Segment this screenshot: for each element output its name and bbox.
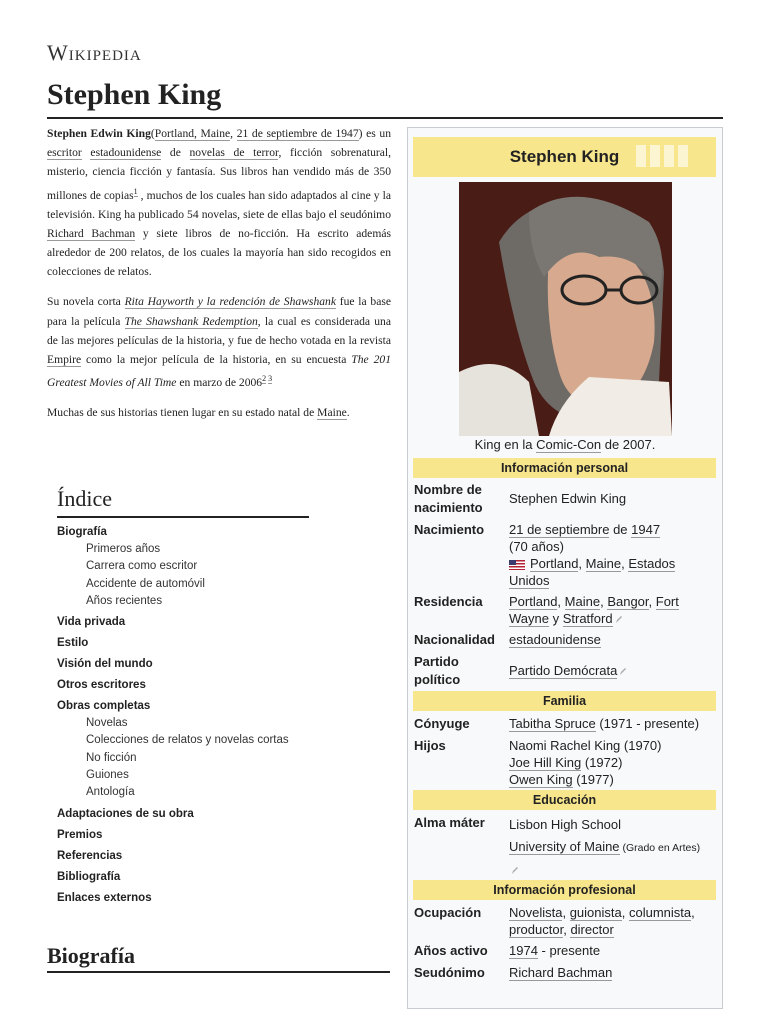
toc-title: Índice [57, 486, 309, 518]
child-1: Naomi Rachel King (1970) [509, 738, 662, 753]
degree-note: (Grado en Artes) [619, 842, 701, 854]
toc-item-otros[interactable]: Otros escritores [57, 679, 146, 692]
value: 21 de septiembre de 1947 (70 años) Portland, Maine, Estados Unidos [509, 522, 676, 588]
reference-3[interactable]: 3 [268, 374, 273, 384]
usa-link[interactable]: Estados Unidos [509, 556, 676, 588]
toc-subitem[interactable]: Antología [86, 786, 135, 799]
subject-name: Stephen Edwin King [47, 127, 151, 140]
row-years-active [413, 942, 716, 960]
text: , ficción sobrenatural, misterio, ciencia ficción y fantasía. Sus libros han vendido más de 350 millones de copias [47, 146, 392, 202]
umaine-link[interactable]: University of Maine [509, 839, 620, 854]
toc-item-bibliografia[interactable]: Bibliografía [57, 870, 121, 883]
res-stratford-link[interactable]: Stratford [562, 611, 613, 626]
band-education: Educación [413, 790, 716, 810]
text: , la cual es considerada una de las mejores películas de la historia, y fue de hecho votada en la revista [47, 314, 391, 347]
value [509, 964, 717, 981]
photo-caption [408, 437, 722, 452]
year-1974-link[interactable]: 1974 [509, 943, 538, 958]
reference-2[interactable]: 2 [262, 374, 267, 384]
novelist-link[interactable]: Novelista [509, 905, 563, 920]
label: Nombre de nacimiento [414, 482, 483, 515]
label: Nacionalidad [414, 632, 495, 647]
toc-item-biografia[interactable]: Biografía [57, 526, 107, 538]
spouse-link[interactable]: Tabitha Spruce [509, 716, 596, 731]
value [509, 737, 717, 788]
toc-item-estilo[interactable]: Estilo [57, 637, 89, 650]
maine-link[interactable]: Maine [317, 406, 347, 420]
text: y siete libros de no-ficción. Ha escrito además alrededor de 200 relatos, de los cuales la mayoría han sido recogidos en colecciones de relatos. [47, 226, 391, 279]
producer-link[interactable]: productor [509, 922, 564, 937]
toc-subitem[interactable]: Novelas [86, 717, 128, 730]
film-strip-icon [636, 145, 692, 167]
row-children [413, 737, 716, 789]
portland-link[interactable]: Portland [530, 556, 579, 571]
label: Seudónimo [414, 965, 485, 980]
rita-hayworth-link[interactable]: Rita Hayworth y la redención de Shawshank [124, 295, 336, 309]
text: . [346, 406, 350, 420]
text: , muchos de los cuales han sido adaptados al cine y la televisión. King ha publicado 54 novelas, siete de ellas bajo el seudónimo [47, 188, 392, 221]
band-family: Familia [413, 691, 716, 711]
paren: ( [150, 127, 155, 140]
label: Nacimiento [414, 522, 485, 537]
res-bangor-link[interactable]: Bangor [607, 594, 649, 609]
text: King en la [474, 437, 537, 452]
us-flag-icon [509, 560, 525, 570]
value: Novelista, guionista, columnista, productor, director [509, 905, 695, 937]
value [509, 631, 717, 648]
text: (1971 - presente) [595, 716, 700, 731]
comic-con-link[interactable]: Comic-Con [536, 437, 602, 452]
shawshank-link[interactable]: The Shawshank Redemption [124, 314, 258, 328]
value [509, 814, 717, 881]
label: Ocupación [414, 905, 482, 920]
text: de 2007. [601, 437, 656, 452]
label: Cónyuge [414, 716, 470, 731]
director-link[interactable]: director [570, 922, 614, 937]
text: (1977) [572, 772, 614, 787]
toc-item-enlaces[interactable]: Enlaces externos [57, 891, 152, 904]
lead-section [47, 124, 391, 434]
birthdate-link[interactable]: 21 de septiembre de 1947 [236, 127, 359, 140]
portrait-photo[interactable] [459, 182, 672, 436]
row-party [413, 653, 716, 689]
label: Hijos [414, 738, 446, 753]
band-personal-info: Información personal [413, 458, 716, 478]
res-fortwayne-link[interactable]: Fort Wayne [509, 594, 679, 626]
owen-king-link[interactable]: Owen King [509, 772, 573, 787]
row-residence [413, 593, 716, 629]
label: Partido político [414, 654, 461, 687]
value: Portland, Maine, Bangor, Fort Wayne y Stratford [509, 594, 679, 626]
toc-subitem[interactable]: Accidente de automóvil [86, 577, 205, 590]
pseudonym-link[interactable]: Richard Bachman [509, 965, 613, 980]
text: de [161, 146, 190, 160]
toc-list [57, 524, 309, 907]
school-1: Lisbon High School [509, 817, 622, 832]
joe-hill-link[interactable]: Joe Hill King [509, 755, 582, 770]
toc-subitem[interactable]: Años recientes [86, 594, 163, 607]
toc-subitem[interactable]: Guiones [86, 769, 129, 782]
res-portland-link[interactable]: Portland [509, 594, 558, 609]
toc-subitem[interactable]: Colecciones de relatos y novelas cortas [86, 734, 289, 747]
toc-subitem[interactable]: Carrera como escritor [86, 560, 198, 573]
row-birth-name [413, 481, 716, 517]
maine-link[interactable]: Maine [585, 556, 622, 571]
value [509, 942, 717, 959]
party-link[interactable]: Partido Demócrata [509, 663, 618, 678]
row-alma-mater [413, 814, 716, 876]
text: Su novela corta [47, 295, 125, 309]
res-maine-link[interactable]: Maine [564, 594, 601, 609]
label: Alma máter [414, 815, 485, 830]
columnist-link[interactable]: columnista [628, 905, 692, 920]
value [509, 662, 717, 679]
text: en marzo de 2006 [176, 376, 263, 390]
birthplace-link[interactable]: Portland, Maine [154, 127, 231, 140]
text: Muchas de sus historias tienen lugar en su estado natal de [47, 406, 318, 420]
value: Stephen Edwin King [509, 491, 627, 506]
paren: ) [358, 127, 363, 140]
survey-title: The 201 Greatest Movies of All Time [47, 353, 392, 390]
portrait-image [459, 182, 672, 436]
row-pseudonym [413, 964, 716, 982]
text: de [609, 522, 632, 537]
text: fue la base para la película [47, 295, 392, 328]
edit-pencil-icon[interactable] [511, 866, 519, 875]
empire-link[interactable]: Empire [47, 353, 82, 367]
row-occupation [413, 904, 716, 940]
horror-novels-link[interactable]: novelas de terror [189, 146, 279, 160]
text: y [548, 611, 563, 626]
table-of-contents [57, 486, 309, 907]
infobox-title-text: Stephen King [509, 147, 620, 166]
age: (70 años) [509, 539, 564, 554]
toc-item-vision[interactable]: Visión del mundo [57, 658, 153, 671]
band-professional: Información profesional [413, 880, 716, 900]
label: Años activo [414, 943, 488, 958]
text: como la mejor película de la historia, en su encuesta [81, 353, 352, 367]
toc-item-adaptaciones[interactable]: Adaptaciones de su obra [57, 807, 194, 820]
text: - presente [537, 943, 601, 958]
toc-item-obras[interactable]: Obras completas [57, 700, 151, 713]
toc-subitem[interactable]: Primeros años [86, 543, 161, 555]
nationality-link[interactable]: estadounidense [90, 146, 162, 160]
lead-paragraph-2 [47, 292, 391, 392]
bachman-link[interactable]: Richard Bachman [47, 226, 136, 240]
nationality-link[interactable]: estadounidense [509, 632, 601, 647]
toc-item-referencias[interactable]: Referencias [57, 849, 123, 862]
birth-year-link[interactable]: 1947 [631, 522, 661, 537]
lead-paragraph-3 [47, 403, 391, 422]
edit-pencil-icon[interactable] [615, 615, 623, 624]
row-birth [413, 521, 716, 587]
title-divider [47, 117, 723, 119]
infobox [407, 127, 723, 1009]
section-heading-biografia: Biografía [47, 943, 390, 973]
value [509, 715, 717, 732]
row-spouse [413, 715, 716, 733]
page-title: Stephen King [47, 78, 222, 111]
wikipedia-logo[interactable]: Wikipedia [47, 40, 142, 65]
birth-date-link[interactable]: 21 de septiembre [509, 522, 610, 537]
reference-1[interactable]: 1 [133, 186, 138, 196]
toc-item-vida-privada[interactable]: Vida privada [57, 616, 126, 629]
infobox-title [413, 137, 716, 177]
edit-pencil-icon[interactable] [619, 667, 627, 676]
row-nationality [413, 631, 716, 649]
writer-link[interactable]: escritor [47, 146, 82, 160]
label: Residencia [414, 594, 483, 609]
comma: , [230, 127, 237, 140]
toc-subitem[interactable]: No ficción [86, 751, 137, 764]
lead-paragraph-1 [47, 124, 391, 281]
text: (1972) [581, 755, 623, 770]
text: es un [362, 127, 392, 140]
toc-item-premios[interactable]: Premios [57, 828, 103, 841]
screenwriter-link[interactable]: guionista [569, 905, 622, 920]
